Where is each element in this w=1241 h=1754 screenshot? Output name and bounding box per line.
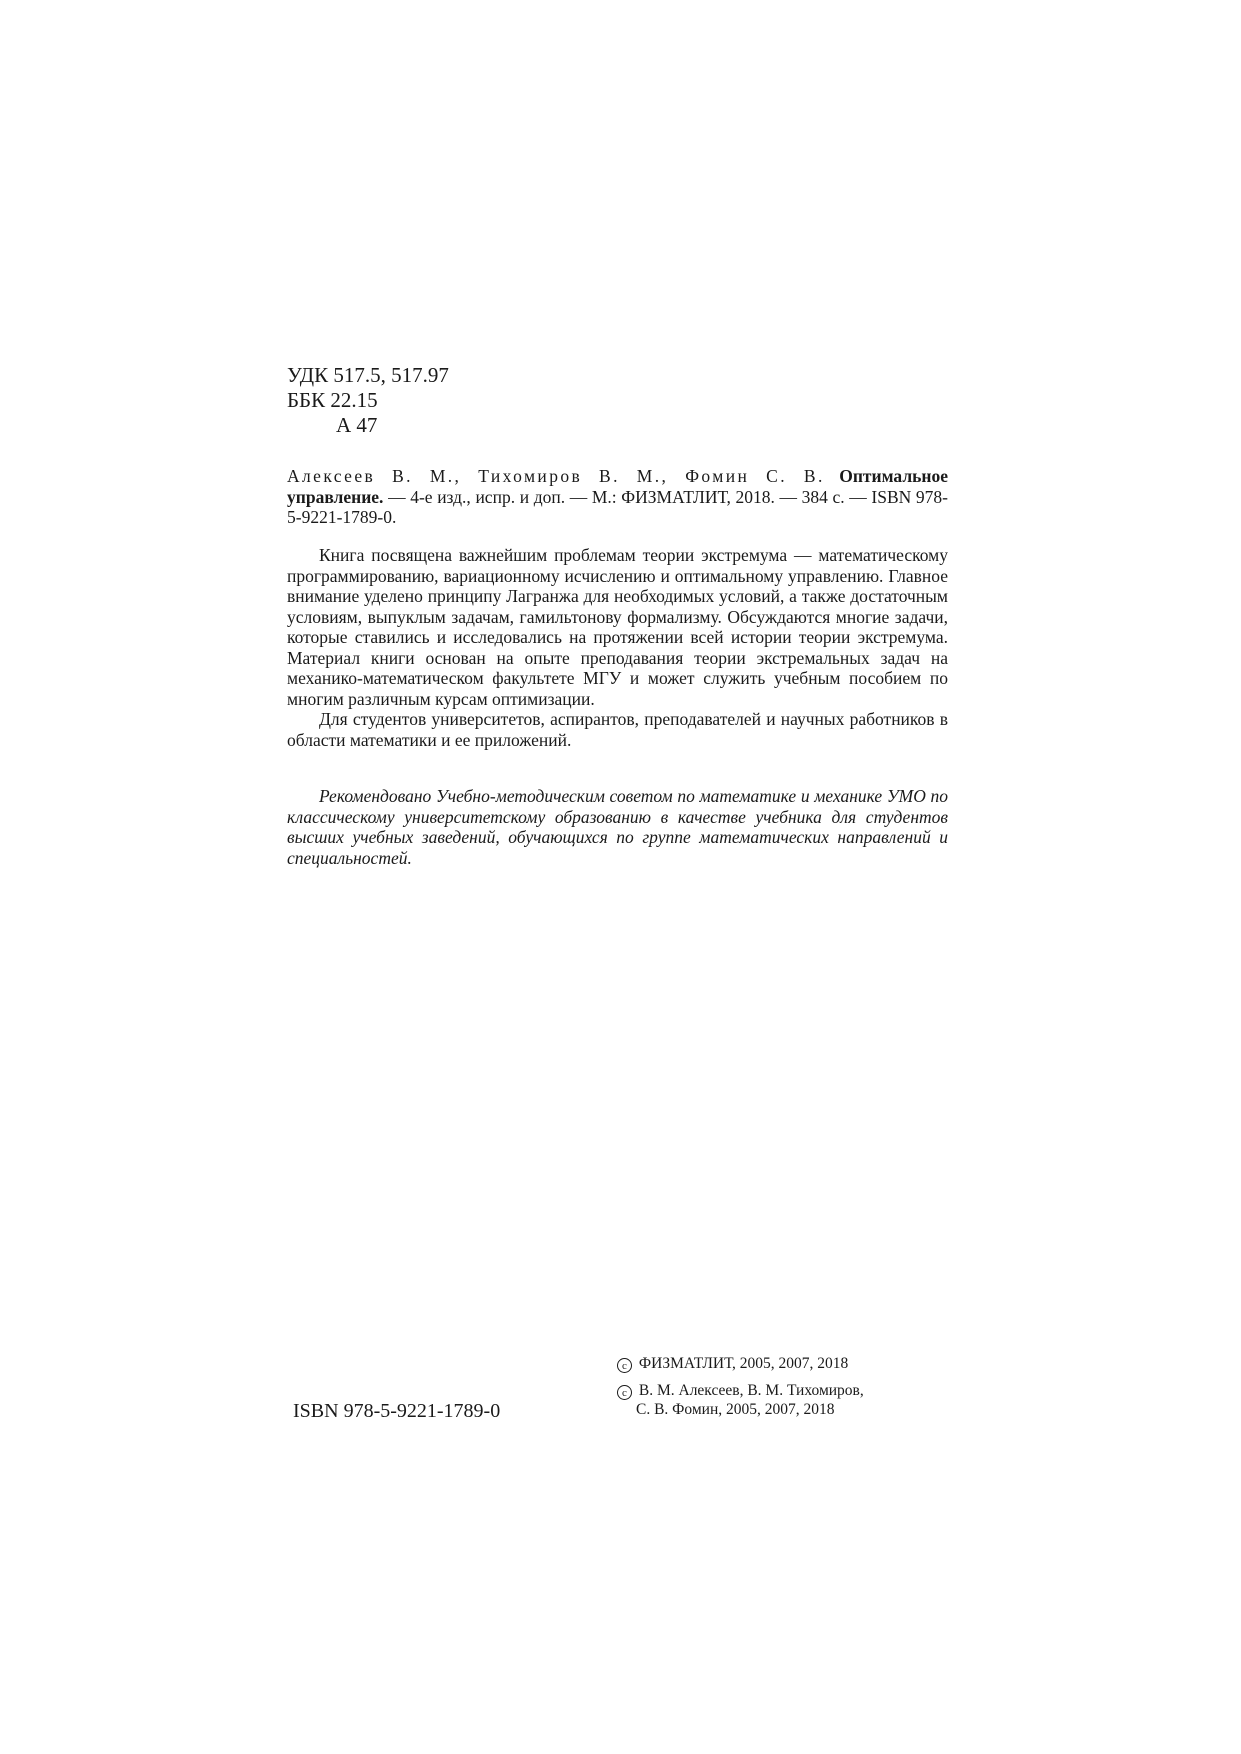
copyright-authors-line-1: В. М. Алексеев, В. М. Тихомиров, xyxy=(638,1381,864,1399)
recommendation-note xyxy=(287,786,948,868)
udk-code: УДК 517.5, 517.97 xyxy=(287,363,449,387)
author-code: А 47 xyxy=(336,413,378,437)
copyright-publisher xyxy=(617,1354,864,1374)
bibliographic-record xyxy=(287,466,948,528)
annotation-paragraph: Книга посвящена важнейшим проблемам теории экстремума — математическому программированию, вариационному исчислению и оптимальному управлению. Главное внимание уделено принципу Лагранжа для необходимых условий, а также достаточным условиям, выпуклым задачам, гамильтонову формализму. Обсуждаются многие задачи, которые ставились и исследовались на протяжении всей истории теории экстремума. Материал книги основан на опыте преподавания теории экстремальных задач на механико-математическом факультете МГУ и может служить учебным пособием по многим различным курсам оптимизации. xyxy=(287,545,948,709)
bbk-code: ББК 22.15 xyxy=(287,388,378,412)
book-title: Оптимальное управление. xyxy=(287,466,948,507)
audience-paragraph: Для студентов университетов, аспирантов, преподавателей и научных работников в области математики и ее приложений. xyxy=(287,709,948,750)
annotation xyxy=(287,545,948,750)
copyright-icon: c xyxy=(617,1385,632,1400)
copyright-authors xyxy=(617,1381,864,1420)
classification-block xyxy=(287,363,449,438)
edition-details: — 4-е изд., испр. и доп. — М.: ФИЗМАТЛИТ, 2018. — 384 с. — ISBN 978-5-9221-1789-0. xyxy=(287,486,948,527)
copyright-block xyxy=(617,1354,864,1427)
isbn-number: ISBN 978-5-9221-1789-0 xyxy=(293,1400,501,1422)
copyright-publisher-text: ФИЗМАТЛИТ, 2005, 2007, 2018 xyxy=(638,1355,849,1372)
recommendation-text: Рекомендовано Учебно-методическим советом по математике и механике УМО по классическому университетскому образованию в качестве учебника для студентов высших учебных заведений, обучающихся по группе математических направлений и специальностей. xyxy=(287,786,948,868)
copyright-authors-line-2: С. В. Фомин, 2005, 2007, 2018 xyxy=(636,1401,835,1418)
copyright-icon: c xyxy=(617,1358,632,1373)
book-authors: Алексеев В. М., Тихомиров В. М., Фомин С. В. xyxy=(287,466,825,486)
